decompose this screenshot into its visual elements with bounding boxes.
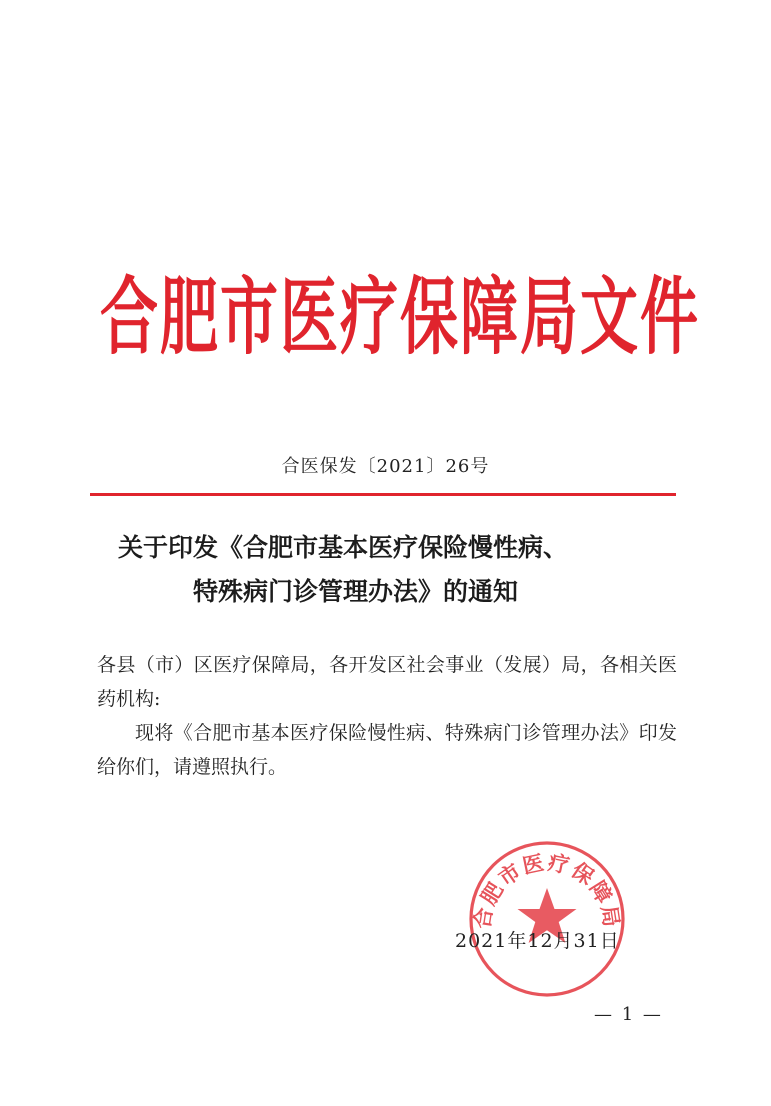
- official-seal-stamp: [466, 838, 628, 1000]
- issuer-header-title: 合肥市医疗保障局文件: [100, 267, 701, 367]
- notice-paragraph: 现将《合肥市基本医疗保险慢性病、特殊病门诊管理办法》印发给你们，请遵照执行。: [97, 722, 677, 778]
- seal-arc-text: 合肥市医疗保障局: [469, 849, 625, 931]
- document-body: [97, 648, 677, 784]
- page-number: — 1 —: [594, 1004, 663, 1025]
- document-title: [0, 526, 771, 614]
- document-number: 合医保发〔2021〕26号: [281, 456, 490, 477]
- signature-date: 2021年12月31日: [455, 930, 620, 952]
- addressees-paragraph: 各县（市）区医疗保障局，各开发区社会事业（发展）局，各相关医药机构:: [97, 654, 677, 710]
- red-divider-line: [90, 493, 676, 496]
- document-title-line-2: 特殊病门诊管理办法》的通知: [193, 577, 519, 606]
- document-title-line-1: 关于印发《合肥市基本医疗保险慢性病、: [118, 533, 569, 562]
